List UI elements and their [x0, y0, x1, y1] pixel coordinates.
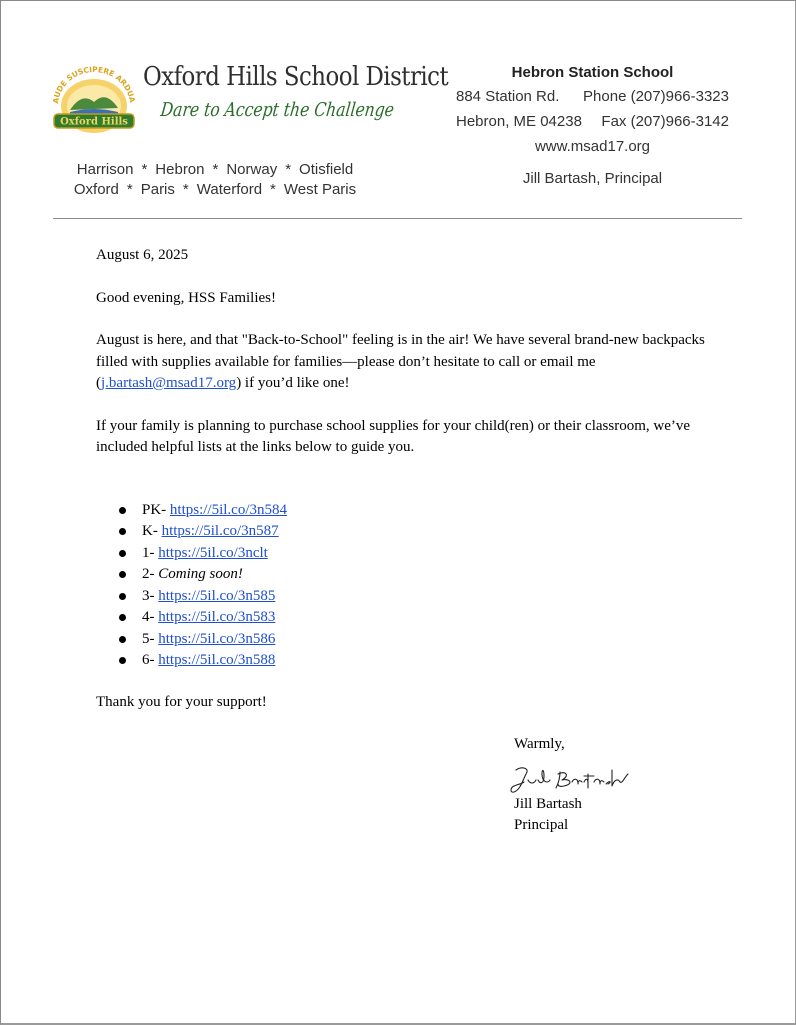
coming-soon-note: Coming soon! — [158, 566, 243, 582]
letter-body — [96, 245, 716, 713]
bullet-icon — [119, 593, 126, 600]
backpack-text-end: ) if you’d like one! — [236, 375, 350, 391]
towns-line-1 — [60, 160, 370, 180]
list-item — [142, 521, 716, 543]
signer-name: Jill Bartash — [514, 795, 582, 812]
grade-label: PK- — [142, 501, 170, 518]
supplies-paragraph: If your family is planning to purchase school supplies for your child(ren) or their classroom, we’ve included helpful lists at the links below to guide you. — [96, 417, 691, 455]
supply-list-link-pk[interactable]: https://5il.co/3n584 — [169, 501, 288, 518]
letter-greeting: Good evening, HSS Families! — [96, 289, 276, 306]
city-fax-row — [450, 113, 735, 138]
town-oxford: Oxford — [73, 181, 119, 198]
grade-label: 6- — [142, 652, 159, 668]
grade-label: 1- — [142, 544, 159, 561]
grade-label: 4- — [142, 609, 159, 625]
list-item — [142, 500, 716, 522]
bullet-icon — [119, 614, 126, 621]
header-divider — [53, 218, 742, 219]
address-street: 884 Station Rd. — [456, 88, 560, 105]
towns-line-2 — [60, 180, 370, 200]
town-paris: Paris — [140, 181, 175, 198]
grade-label: 2- — [142, 566, 159, 582]
town-separator: * — [285, 161, 292, 178]
town-otisfield: Otisfield — [299, 161, 354, 178]
bullet-icon — [119, 507, 126, 514]
list-item — [142, 650, 716, 672]
supply-list-link-4[interactable]: https://5il.co/3n583 — [158, 609, 276, 625]
list-item — [142, 629, 716, 651]
district-logo — [48, 62, 140, 134]
signer-title: Principal — [514, 817, 569, 833]
district-motto: Dare to Accept the Challenge — [159, 99, 396, 121]
town-separator: * — [126, 181, 133, 198]
address-phone-row — [450, 88, 735, 113]
town-separator: * — [141, 161, 148, 178]
thank-you-line: Thank you for your support! — [96, 693, 267, 710]
grade-label: 3- — [142, 587, 159, 604]
fax-number: Fax (207)966-3142 — [601, 113, 729, 130]
supply-list-link-6[interactable]: https://5il.co/3n588 — [158, 652, 276, 668]
supply-list-link-1[interactable]: https://5il.co/3nclt — [158, 544, 268, 561]
town-west-paris: West Paris — [283, 181, 357, 198]
backpack-text: August is here, and that "Back-to-School" feeling is in the air! We have several brand-new backpacks filled with supplies available for families—please don’t hesitate to call or email me ( — [96, 332, 705, 391]
bullet-icon — [119, 636, 126, 643]
towns-list — [60, 160, 370, 200]
svg-text:Oxford Hills: Oxford Hills — [60, 116, 128, 128]
letter-date: August 6, 2025 — [96, 247, 189, 263]
district-name: Oxford Hills School District — [143, 62, 449, 92]
bullet-icon — [119, 528, 126, 535]
supply-list-link-3[interactable]: https://5il.co/3n585 — [158, 587, 276, 604]
bullet-icon — [119, 550, 126, 557]
town-harrison: Harrison — [76, 161, 134, 178]
grade-label: K- — [142, 523, 162, 539]
signoff-block — [514, 734, 714, 837]
backpack-paragraph — [96, 330, 716, 395]
email-link[interactable]: j.bartash@msad17.org — [101, 375, 237, 391]
svg-text:AUDE SUSCIPERE ARDUA: AUDE SUSCIPERE ARDUA — [51, 64, 137, 105]
phone-number: Phone (207)966-3323 — [583, 88, 729, 105]
supply-list-link-k[interactable]: https://5il.co/3n587 — [161, 523, 279, 539]
list-item — [142, 586, 716, 608]
website: www.msad17.org — [534, 138, 651, 155]
grade-label: 5- — [142, 630, 159, 647]
town-hebron: Hebron — [155, 161, 205, 178]
bullet-icon — [119, 571, 126, 578]
town-waterford: Waterford — [196, 181, 263, 198]
town-separator: * — [270, 181, 276, 198]
school-name: Hebron Station School — [511, 64, 674, 81]
town-norway: Norway — [226, 161, 278, 178]
list-item — [142, 564, 716, 586]
list-item — [142, 543, 716, 565]
supply-list — [96, 500, 716, 672]
closing: Warmly, — [514, 736, 565, 752]
town-separator: * — [212, 161, 219, 178]
address-city: Hebron, ME 04238 — [456, 113, 582, 130]
principal-line: Jill Bartash, Principal — [522, 170, 663, 187]
town-separator: * — [182, 181, 189, 198]
bullet-icon — [119, 657, 126, 664]
supply-list-link-5[interactable]: https://5il.co/3n586 — [158, 630, 276, 647]
list-item — [142, 607, 716, 629]
handwritten-signature — [508, 762, 633, 798]
school-contact-block — [450, 64, 735, 187]
